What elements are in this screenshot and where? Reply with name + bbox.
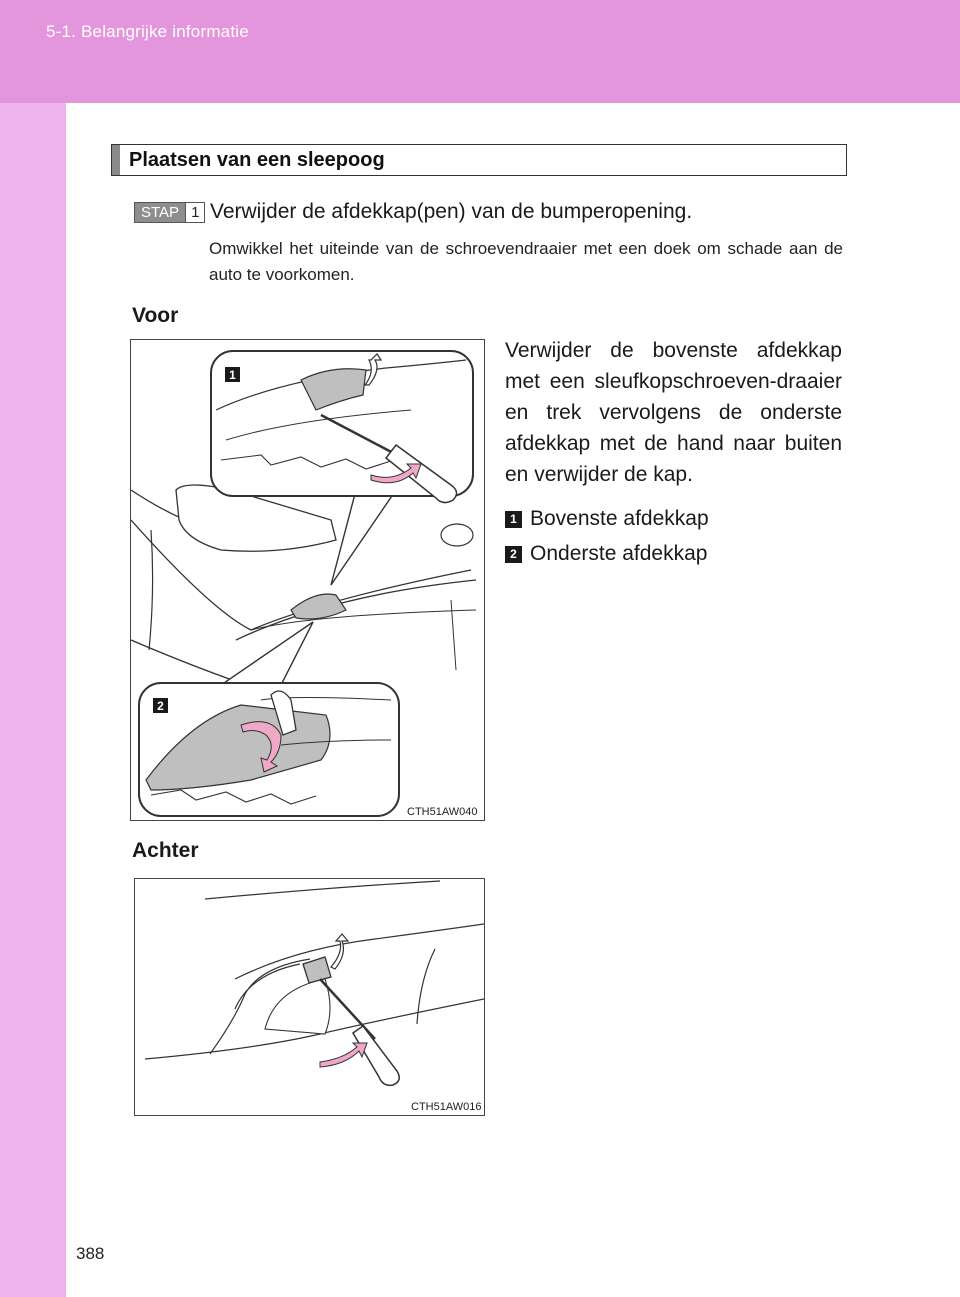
rear-figure-code: CTH51AW016: [411, 1101, 482, 1113]
rear-bumper-illustration: [135, 879, 484, 1115]
header-band: [0, 0, 960, 103]
legend-number-1: 1: [505, 511, 522, 528]
front-heading: Voor: [132, 304, 179, 327]
rear-heading: Achter: [132, 839, 199, 862]
step-note: Omwikkel het uiteinde van de schroevendraaier met een doek om schade aan de auto te voorkomen.: [209, 239, 843, 284]
callout-2-label: 2: [157, 699, 164, 713]
legend-number-2: 2: [505, 546, 522, 563]
step-badge-number: 1: [185, 203, 204, 222]
legend-label-2: Onderste afdekkap: [530, 542, 708, 565]
section-title-box: [111, 144, 847, 176]
side-band: [0, 103, 66, 1297]
front-bumper-illustration: [131, 340, 484, 820]
title-accent-bar: [112, 145, 120, 175]
front-figure-code: CTH51AW040: [407, 806, 478, 818]
step-text: Verwijder de afdekkap(pen) van de bumperopening.: [210, 200, 693, 223]
section-label: 5-1. Belangrijke informatie: [46, 22, 249, 41]
legend-label-1: Bovenste afdekkap: [530, 507, 709, 530]
legend-item-1: [505, 507, 709, 531]
page-number: 388: [76, 1244, 105, 1263]
front-figure: [130, 339, 485, 821]
rear-figure: [134, 878, 485, 1116]
section-title: Plaatsen van een sleepoog: [129, 149, 385, 171]
front-instruction: Verwijder de bovenste afdekkap met een sleufkopschroeven-draaier en trek vervolgens de onderste afdekkap met de hand naar buiten en verwijder de kap.: [505, 339, 842, 486]
callout-1-label: 1: [229, 368, 236, 382]
legend-item-2: [505, 542, 707, 566]
step-badge: [134, 202, 205, 223]
step-badge-label: STAP: [135, 203, 185, 222]
